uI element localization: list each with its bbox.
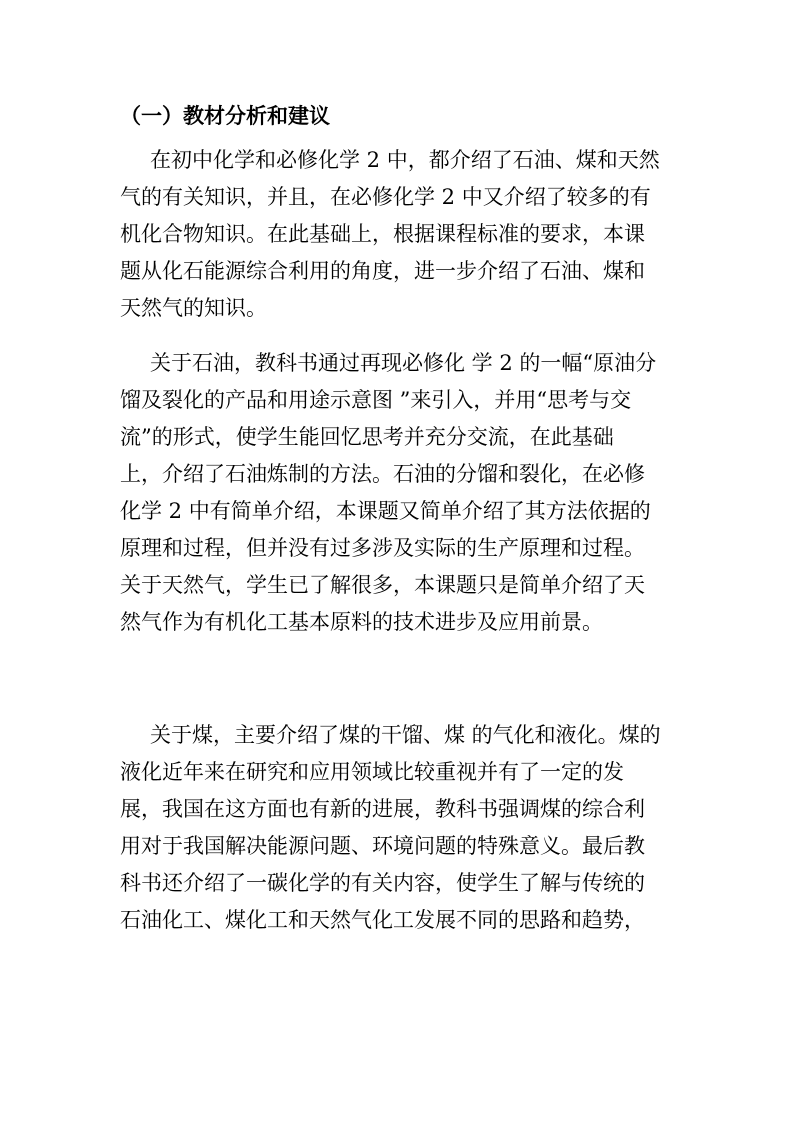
paragraph-petroleum xyxy=(120,345,700,641)
text-line: 展，我国在这方面也有新的进展，教科书强调煤的综合利 xyxy=(120,797,645,821)
text-line: 在初中化学和必修化学 2 中，都介绍了石油、煤和天然 xyxy=(150,148,660,172)
section-heading: （一）教材分析和建议 xyxy=(120,103,330,128)
text-line: 关于天然气，学生已了解很多，本课题只是简单介绍了天 xyxy=(120,573,645,597)
text-line: 气的有关知识，并且，在必修化学 2 中又介绍了较多的有 xyxy=(120,185,651,209)
text-line: 原理和过程，但并没有过多涉及实际的生产原理和过程。 xyxy=(120,536,645,560)
text-line: 石油化工、煤化工和天然气化工发展不同的思路和趋势， xyxy=(120,908,645,932)
text-line: 流”的形式，使学生能回忆思考并充分交流，在此基础 xyxy=(120,425,614,449)
text-line: 题从化石能源综合利用的角度，进一步介绍了石油、煤和 xyxy=(120,259,645,283)
text-line: 天然气的知识。 xyxy=(120,296,267,320)
text-line: 化学 2 中有简单介绍，本课题又简单介绍了其方法依据的 xyxy=(120,499,651,523)
text-line: 然气作为有机化工基本原料的技术进步及应用前景。 xyxy=(120,610,603,634)
text-line: 关于石油，教科书通过再现必修化 学 2 的一幅“原油分 xyxy=(150,351,657,375)
text-line: 机化合物知识。在此基础上，根据课程标准的要求，本课 xyxy=(120,222,645,246)
paragraph-curriculum-overview xyxy=(120,142,700,327)
text-line: 关于煤，主要介绍了煤的干馏、煤 的气化和液化。煤的 xyxy=(150,723,661,747)
text-line: 馏及裂化的产品和用途示意图 ”来引入，并用“思考与交 xyxy=(120,388,632,412)
text-line: 用对于我国解决能源问题、环境问题的特殊意义。最后教 xyxy=(120,834,645,858)
text-line: 上，介绍了石油炼制的方法。石油的分馏和裂化，在必修 xyxy=(120,462,645,486)
paragraph-coal xyxy=(120,717,700,939)
text-line: 科书还介绍了一碳化学的有关内容，使学生了解与传统的 xyxy=(120,871,645,895)
text-line: 液化近年来在研究和应用领域比较重视并有了一定的发 xyxy=(120,760,624,784)
